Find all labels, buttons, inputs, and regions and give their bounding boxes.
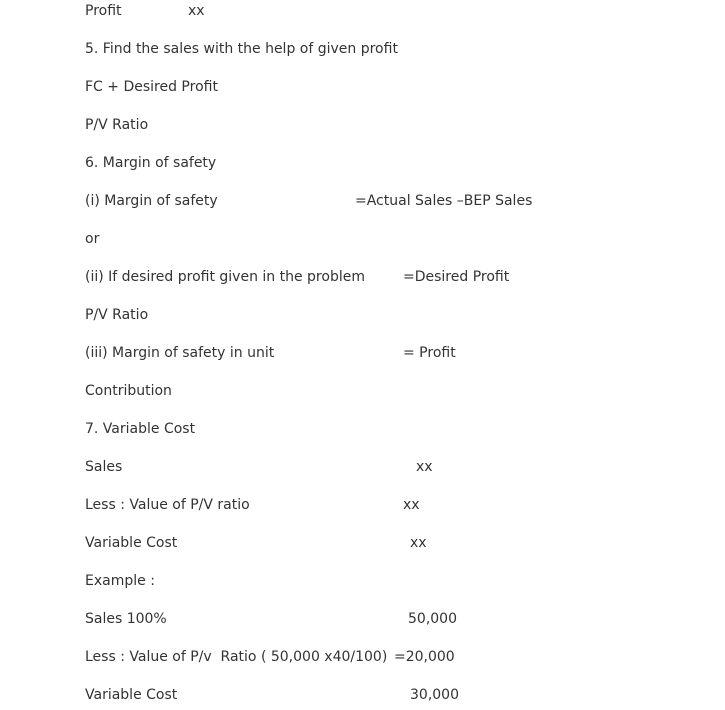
ex-sales-label: Sales 100% — [85, 611, 167, 627]
profit-row-label: Profit — [85, 3, 122, 19]
ex-less-label: Less : Value of P/v Ratio ( 50,000 x40/100) — [85, 649, 388, 665]
example-label: Example : — [85, 573, 155, 589]
section-5-denominator: P/V Ratio — [85, 117, 149, 133]
vc-less-value: xx — [403, 497, 420, 513]
mos-2-formula: =Desired Profit — [403, 269, 510, 285]
section-7-heading: 7. Variable Cost — [85, 421, 196, 437]
ex-less-value: =20,000 — [394, 649, 455, 665]
or-text: or — [85, 231, 100, 247]
ex-sales-value: 50,000 — [408, 611, 457, 627]
mos-1-label: (i) Margin of safety — [85, 193, 218, 209]
vc-result-value: xx — [410, 535, 427, 551]
section-5-numerator: FC + Desired Profit — [85, 79, 218, 95]
profit-row-value: xx — [188, 3, 205, 19]
mos-3-denominator: Contribution — [85, 383, 172, 399]
mos-1-formula: =Actual Sales –BEP Sales — [355, 193, 533, 209]
vc-sales-label: Sales — [85, 459, 123, 475]
vc-less-label: Less : Value of P/V ratio — [85, 497, 250, 513]
mos-2-label: (ii) If desired profit given in the problem — [85, 269, 365, 285]
section-6-heading: 6. Margin of safety — [85, 155, 217, 171]
mos-3-formula: = Profit — [403, 345, 456, 361]
section-5-heading: 5. Find the sales with the help of given profit — [85, 41, 398, 57]
mos-2-denominator: P/V Ratio — [85, 307, 149, 323]
mos-3-label: (iii) Margin of safety in unit — [85, 345, 275, 361]
vc-result-label: Variable Cost — [85, 535, 178, 551]
vc-sales-value: xx — [416, 459, 433, 475]
ex-vc-value: 30,000 — [410, 687, 459, 703]
ex-vc-label: Variable Cost — [85, 687, 178, 703]
